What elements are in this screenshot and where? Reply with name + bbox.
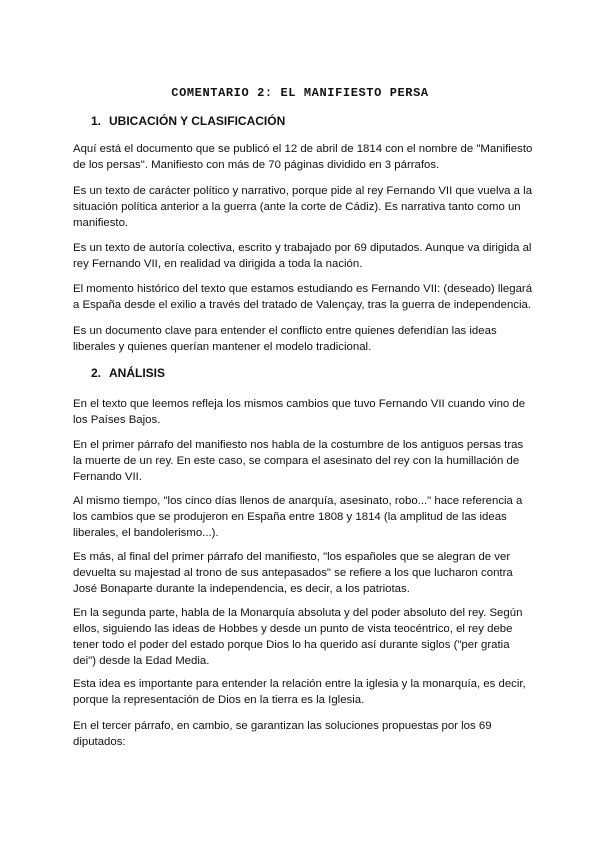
- paragraph: Aquí está el documento que se publicó el 12 de abril de 1814 con el nombre de "Manifiesto de los persas". Manifiesto con más de 70 páginas dividido en 3 párrafos.: [73, 143, 533, 171]
- paragraph: En la segunda parte, habla de la Monarquía absoluta y del poder absoluto del rey. Según ellos, siguiendo las ideas de Hobbes y desde un punto de vista teocéntrico, el rey debe tener todo el poder del estado porque Dios lo ha querido así durante siglos ("per gratia dei") desde la Edad Media.: [73, 607, 523, 667]
- paragraph: Esta idea es importante para entender la relación entre la iglesia y la monarquía, es decir, porque la representación de Dios en la tierra es la Iglesia.: [73, 678, 526, 706]
- paragraph: En el texto que leemos refleja los mismos cambios que tuvo Fernando VII cuando vino de los Países Bajos.: [73, 398, 526, 426]
- section-heading-analisis: [91, 366, 165, 380]
- section-number: 2.: [91, 366, 102, 380]
- paragraph: En el tercer párrafo, en cambio, se garantizan las soluciones propuestas por los 69 diputados:: [73, 720, 492, 748]
- paragraph: Es más, al final del primer párrafo del manifiesto, "los españoles que se alegran de ver devuelta su majestad al trono de sus antepasados" se refiere a los que lucharon contra José Bonaparte durante la independencia, es decir, a los patriotas.: [73, 551, 513, 595]
- section-heading-ubicacion: [91, 114, 285, 128]
- section-heading-text: UBICACIÓN Y CLASIFICACIÓN: [109, 114, 286, 128]
- paragraph: Es un texto de carácter político y narrativo, porque pide al rey Fernando VII que vuelva a la situación política anterior a la guerra (ante la corte de Cádiz). Es narrativa tanto como un manifiesto.: [73, 185, 533, 229]
- section-heading-text: ANÁLISIS: [109, 366, 166, 380]
- paragraph: El momento histórico del texto que estamos estudiando es Fernando VII: (deseado) llegará a España desde el exilio a través del tratado de Valençay, tras la guerra de independencia.: [73, 283, 533, 311]
- paragraph: Es un texto de autoría colectiva, escrito y trabajado por 69 diputados. Aunque va dirigida al rey Fernando VII, en realidad va dirigida a toda la nación.: [73, 242, 532, 270]
- paragraph: Al mismo tiempo, "los cinco días llenos de anarquía, asesinato, robo..." hace referencia a los cambios que se produjeron en España entre 1808 y 1814 (la amplitud de las ideas liberales, el bandolerismo...).: [73, 495, 523, 539]
- paragraph: Es un documento clave para entender el conflicto entre quienes defendían las ideas liberales y quienes querían mantener el modelo tradicional.: [73, 325, 497, 353]
- document-title: COMENTARIO 2: EL MANIFIESTO PERSA: [171, 86, 429, 100]
- paragraph: En el primer párrafo del manifiesto nos habla de la costumbre de los antiguos persas tras la muerte de un rey. En este caso, se compara el asesinato del rey con la humillación de Fernando VII.: [73, 439, 524, 483]
- section-number: 1.: [91, 114, 102, 128]
